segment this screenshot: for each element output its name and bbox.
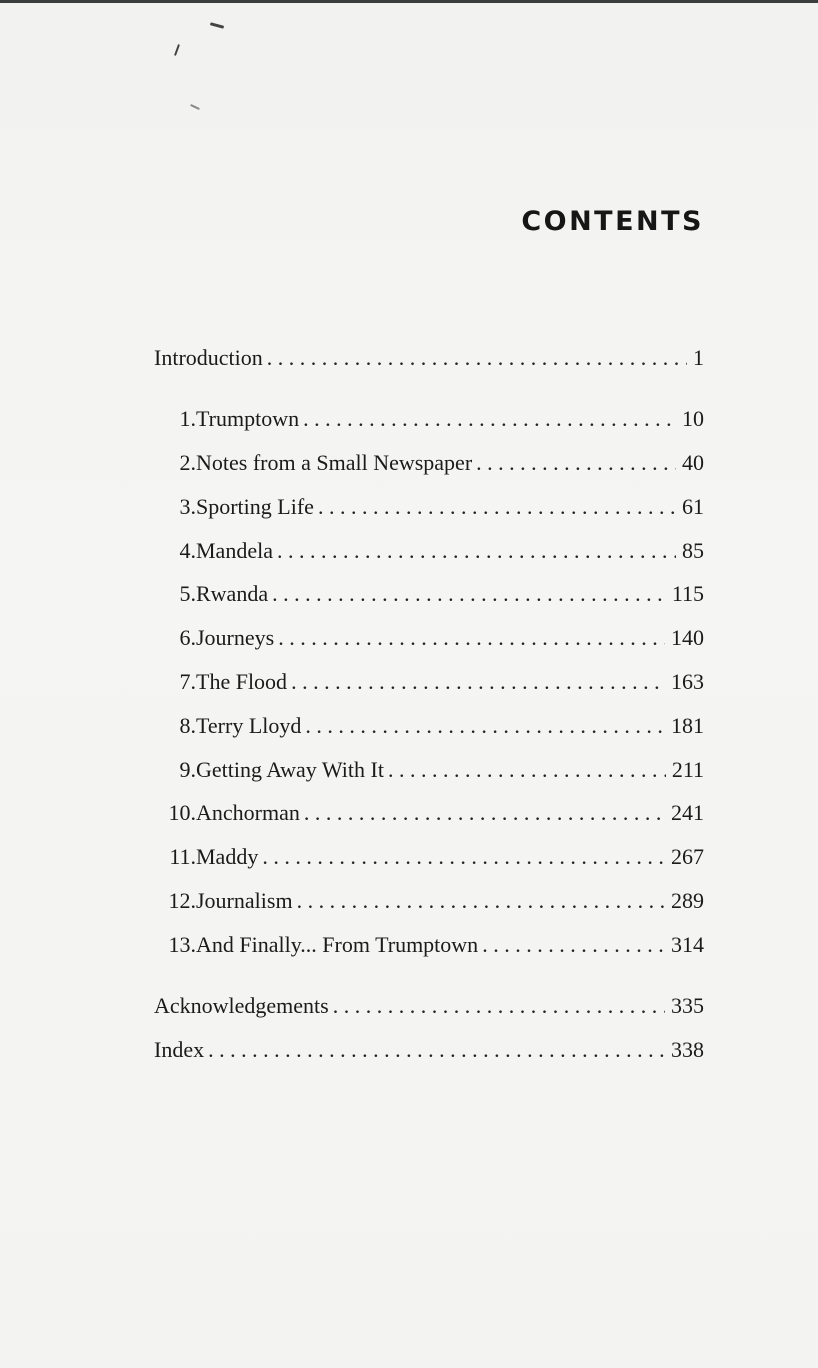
toc-entry-page: 1 xyxy=(693,345,704,370)
toc-entry-page: 163 xyxy=(671,669,704,694)
contents-heading: CONTENTS xyxy=(521,206,704,237)
toc-entry-chapter[interactable] xyxy=(154,536,704,566)
dot-leader xyxy=(305,711,665,741)
chapter-number: 3. xyxy=(179,494,196,519)
chapter-number: 4. xyxy=(179,538,196,563)
toc-entry-index[interactable] xyxy=(154,1035,704,1065)
toc-entry-chapter[interactable] xyxy=(154,842,704,872)
toc-entry-acknowledgements[interactable] xyxy=(154,991,704,1021)
toc-entry-page: 289 xyxy=(671,888,704,913)
toc-entry-title: Getting Away With It xyxy=(196,757,384,782)
toc-entry-page: 338 xyxy=(671,1037,704,1062)
toc-entry-chapter[interactable] xyxy=(154,711,704,741)
chapter-number: 11. xyxy=(169,844,196,869)
toc-entry-title: Terry Lloyd xyxy=(196,713,302,738)
toc-entry-page: 61 xyxy=(682,494,704,519)
toc-entry-page: 10 xyxy=(682,406,704,431)
toc-entry-title: And Finally... From Trumptown xyxy=(196,932,479,957)
toc-entry-title: Notes from a Small Newspaper xyxy=(196,450,473,475)
dot-leader xyxy=(482,930,665,960)
toc-entry-page: 40 xyxy=(682,450,704,475)
toc-entry-page: 181 xyxy=(671,713,704,738)
paper-speck xyxy=(210,22,224,29)
toc-entry-title: The Flood xyxy=(196,669,288,694)
toc-entry-chapter[interactable] xyxy=(154,492,704,522)
toc-entry-page: 115 xyxy=(671,581,704,606)
toc-entry-chapter[interactable] xyxy=(154,886,704,916)
toc-entry-chapter[interactable] xyxy=(154,755,704,785)
chapter-number: 6. xyxy=(179,625,196,650)
toc-entry-chapter[interactable] xyxy=(154,448,704,478)
chapter-number: 5. xyxy=(179,581,196,606)
dot-leader xyxy=(318,492,676,522)
paper-speck xyxy=(174,44,180,56)
toc-entry-page: 140 xyxy=(671,625,704,650)
dot-leader xyxy=(208,1035,665,1065)
toc-entry-page: 85 xyxy=(682,538,704,563)
toc-entry-title: Maddy xyxy=(196,844,259,869)
chapter-number: 10. xyxy=(168,800,196,825)
show-through-heading xyxy=(692,252,704,282)
toc-entry-chapter[interactable] xyxy=(154,404,704,434)
toc-entry-page: 335 xyxy=(671,993,704,1018)
dot-leader xyxy=(277,536,676,566)
dot-leader xyxy=(333,991,665,1021)
chapter-number: 13. xyxy=(168,932,196,957)
paper-speck xyxy=(190,104,200,110)
dot-leader xyxy=(272,579,666,609)
dot-leader xyxy=(278,623,665,653)
toc-entry-page: 267 xyxy=(671,844,704,869)
page-top-edge xyxy=(0,0,818,3)
toc-entry-chapter[interactable] xyxy=(154,930,704,960)
toc-entry-title: Journalism xyxy=(196,888,293,913)
dot-leader xyxy=(262,842,665,872)
chapter-number: 12. xyxy=(168,888,196,913)
toc-entry-title: Sporting Life xyxy=(196,494,314,519)
dot-leader xyxy=(267,343,687,373)
toc-entry-title: Rwanda xyxy=(196,581,269,606)
toc-entry-chapter[interactable] xyxy=(154,667,704,697)
toc-entry-page: 314 xyxy=(671,932,704,957)
toc-entry-title: Index xyxy=(154,1037,205,1062)
toc-entry-title: Anchorman xyxy=(196,800,300,825)
chapter-number: 9. xyxy=(179,757,196,782)
toc-entry-page: 241 xyxy=(671,800,704,825)
toc-entry-chapter[interactable] xyxy=(154,623,704,653)
toc-entry-title: Acknowledgements xyxy=(154,993,329,1018)
dot-leader xyxy=(303,404,676,434)
toc-entry-title: Introduction xyxy=(154,345,263,370)
chapter-number: 8. xyxy=(179,713,196,738)
toc-entry-introduction[interactable] xyxy=(154,343,704,373)
toc-entry-title: Journeys xyxy=(196,625,275,650)
chapter-number: 1. xyxy=(179,406,196,431)
chapter-number: 7. xyxy=(179,669,196,694)
dot-leader xyxy=(476,448,676,478)
dot-leader xyxy=(297,886,665,916)
toc-entry-title: Mandela xyxy=(196,538,273,563)
dot-leader xyxy=(304,798,665,828)
toc-entry-page: 211 xyxy=(671,757,704,782)
dot-leader xyxy=(388,755,666,785)
dot-leader xyxy=(291,667,665,697)
toc-entry-chapter[interactable] xyxy=(154,798,704,828)
toc-entry-chapter[interactable] xyxy=(154,579,704,609)
toc-entry-title: Trumptown xyxy=(196,406,300,431)
chapter-number: 2. xyxy=(179,450,196,475)
